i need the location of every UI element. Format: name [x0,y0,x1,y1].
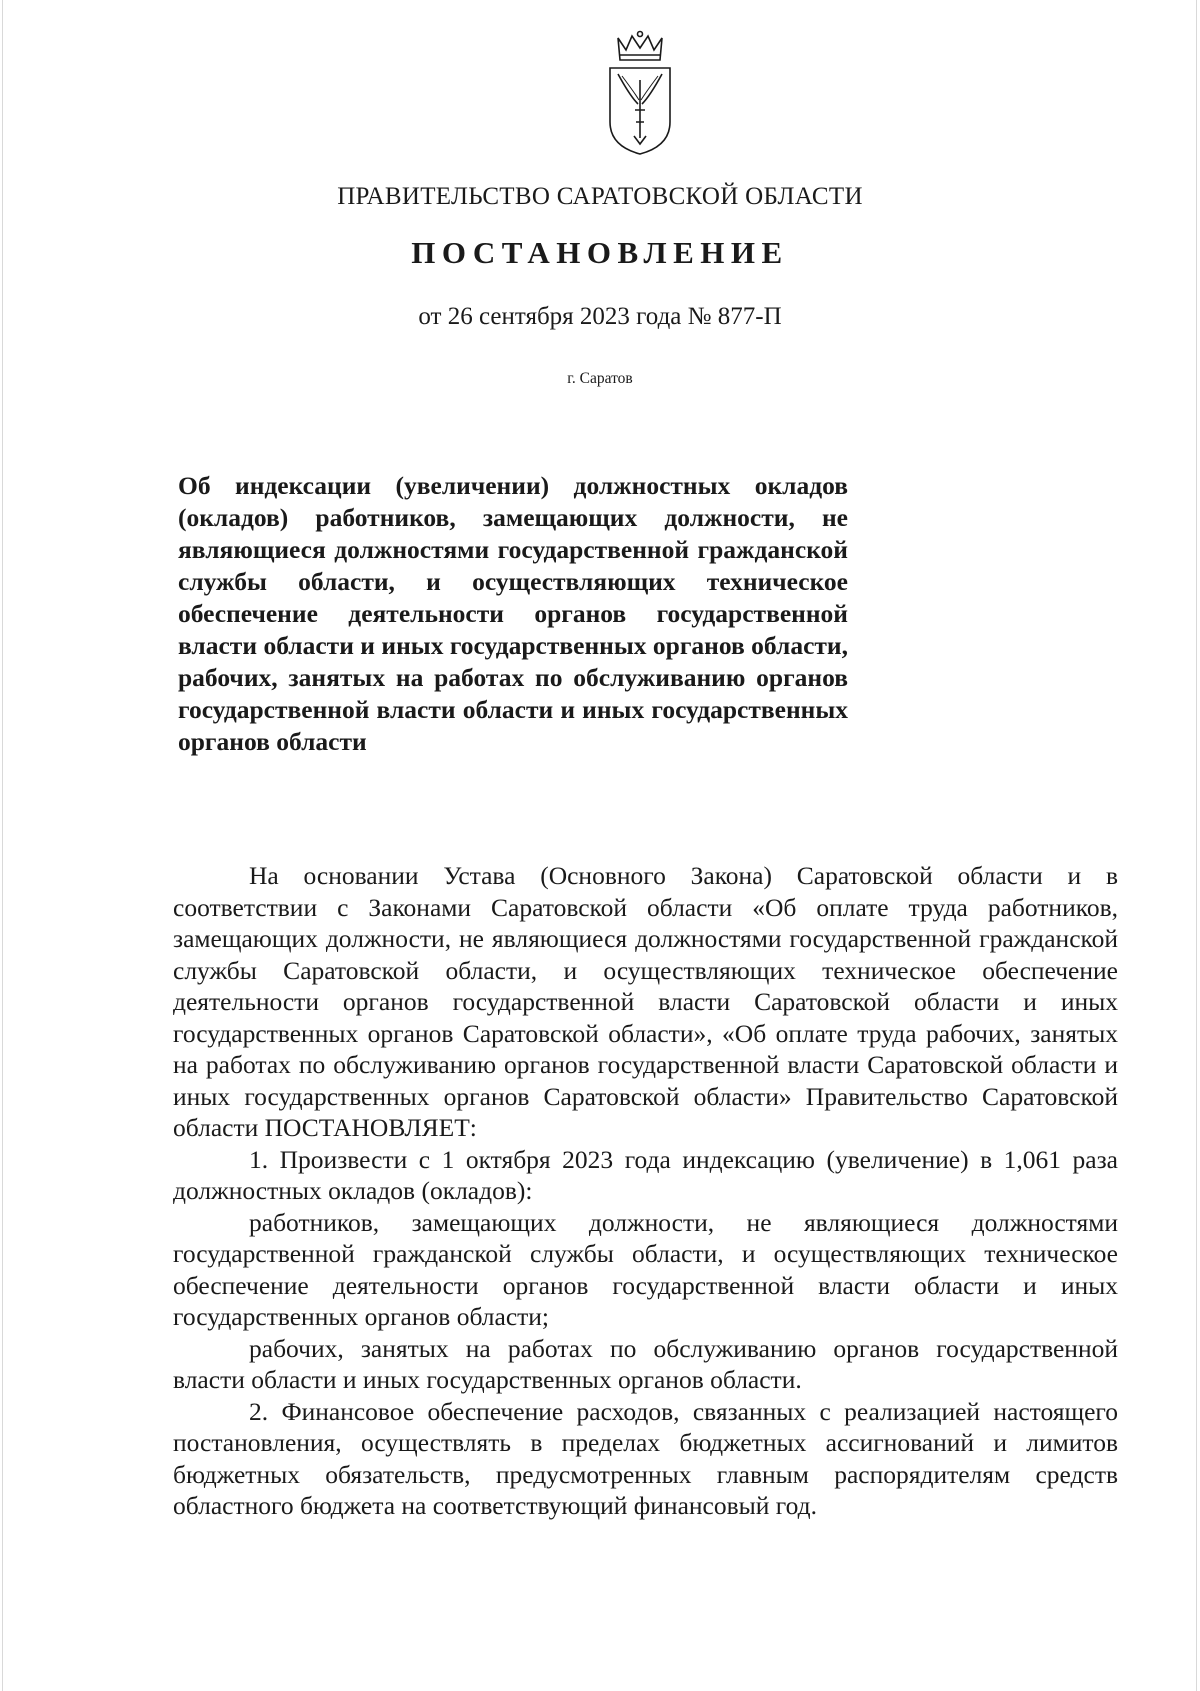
item-1b-paragraph: рабочих, занятых на работах по обслуживанию органов государственной власти области и иных государственных органов области. [173,1333,1118,1394]
scan-edge-right [1196,0,1197,1691]
document-subject: Об индексации (увеличении) должностных окладов (окладов) работников, замещающих должности, не являющиеся должностями государственной гражданской службы области, и осуществляющих техническое обеспечение деятельности органов государственной власти области и иных государственных органов области, рабочих, занятых на работах по обслуживанию органов государственной власти области и иных государственных органов области [178,471,848,756]
document-type-title: ПОСТАНОВЛЕНИЕ [411,235,789,270]
government-name: ПРАВИТЕЛЬСТВО САРАТОВСКОЙ ОБЛАСТИ [337,183,863,210]
date-and-number: от 26 сентября 2023 года № 877-П [418,303,782,330]
item-1a-paragraph: работников, замещающих должности, не являющиеся должностями государственной гражданской службы области, и осуществляющих техническое обеспечение деятельности органов государственной власти области и иных государственных органов области; [173,1207,1118,1331]
item-1-paragraph: 1. Произвести с 1 октября 2023 года индексацию (увеличение) в 1,061 раза должностных окладов (окладов): [173,1144,1118,1205]
saratov-coat-of-arms-icon [604,30,676,158]
item-2-paragraph: 2. Финансовое обеспечение расходов, связанных с реализацией настоящего постановления, осуществлять в пределах бюджетных ассигнований и лимитов бюджетных обязательств, предусмотренных главным распорядителям средств областного бюджета на соответствующий финансовый год. [173,1396,1118,1520]
city-label: г. Саратов [567,370,633,387]
preamble-paragraph: На основании Устава (Основного Закона) Саратовской области и в соответствии с Законами Саратовской области «Об оплате труда работников, замещающих должности, не являющиеся должностями государственной гражданской службы Саратовской области, и осуществляющих техническое обеспечение деятельности органов государственной власти Саратовской области и иных государственных органов Саратовской области», «Об оплате труда рабочих, занятых на работах по обслуживанию органов государственной власти Саратовской области и иных государственных органов Саратовской области» Правительство Саратовской области ПОСТАНОВЛЯЕТ: [173,861,1118,1142]
scan-edge-left [2,0,3,1691]
document-body [173,860,1118,1522]
